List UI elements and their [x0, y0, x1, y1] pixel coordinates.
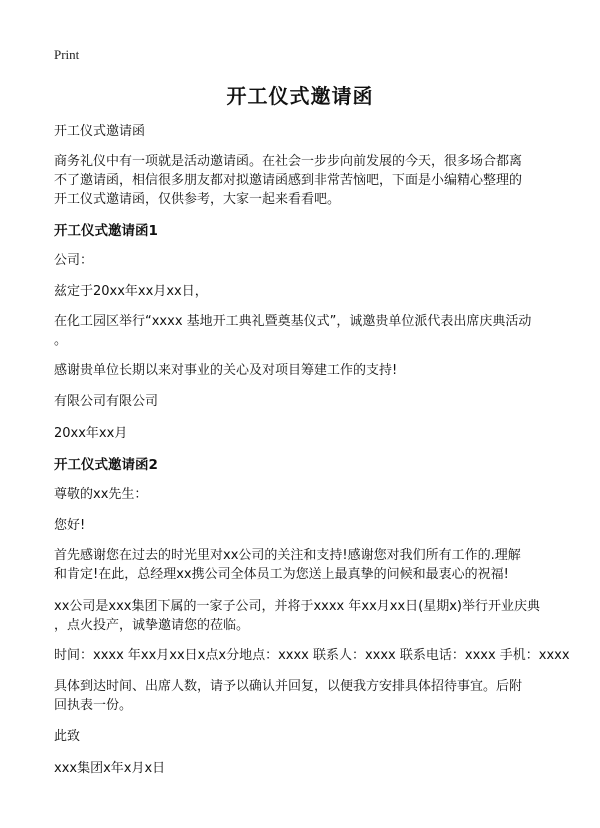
letter1-date-line: 兹定于20xx年xx月xx日，	[54, 284, 208, 299]
letter2-salutation: 尊敬的xx先生：	[54, 487, 148, 502]
intro-paragraph	[54, 152, 554, 209]
letter1-body	[54, 312, 554, 350]
letter2-para3	[54, 677, 554, 715]
letter2-para2-line: xx公司是xxx集团下属的一家子公司，并将于xxxx 年xx月xx日(星期x)举行开业庆典	[54, 599, 540, 614]
letter2-details: 时间：xxxx 年xx月xx日x点x分地点：xxxx 联系人：xxxx 联系电话：xxxx 手机：xxxx	[54, 648, 570, 663]
subtitle: 开工仪式邀请函	[54, 124, 146, 139]
letter2-heading: 开工仪式邀请函2	[54, 457, 158, 473]
letter2-para3-line: 回执表一份。	[54, 698, 133, 713]
letter1-body-line: 在化工园区举行“xxxx 基地开工典礼暨奠基仪式”，诚邀贵单位派代表出席庆典活动	[54, 314, 532, 329]
letter1-body-line: 。	[54, 333, 68, 348]
print-link[interactable]: Print	[54, 47, 80, 62]
letter1-thanks: 感谢贵单位长期以来对事业的关心及对项目筹建工作的支持!	[54, 363, 398, 378]
letter2-sign: xxx集团x年x月x日	[54, 761, 166, 776]
intro-line: 不了邀请函，相信很多朋友都对拟邀请函感到非常苦恼吧，下面是小编精心整理的	[54, 173, 523, 188]
intro-line: 开工仪式邀请函，仅供参考，大家一起来看看吧。	[54, 192, 341, 207]
letter1-heading: 开工仪式邀请函1	[54, 223, 158, 239]
letter2-para1-line: 首先感谢您在过去的时光里对xx公司的关注和支持!感谢您对我们所有工作的.理解	[54, 548, 521, 563]
letter2-para2-line: ，点火投产，诚挚邀请您的莅临。	[54, 618, 250, 633]
letter1-greeting: 公司：	[54, 253, 94, 268]
intro-line: 商务礼仪中有一项就是活动邀请函。在社会一步步向前发展的今天，很多场合都离	[54, 154, 523, 169]
letter2-closing: 此致	[54, 729, 81, 744]
letter2-para1	[54, 546, 554, 584]
letter2-para2	[54, 597, 554, 635]
letter2-para1-line: 和肯定!在此，总经理xx携公司全体员工为您送上最真挚的问候和最衷心的祝福!	[54, 567, 509, 582]
page-title: 开工仪式邀请函	[226, 84, 374, 108]
letter2-para3-line: 具体到达时间、出席人数，请予以确认并回复，以便我方安排具体招待事宜。后附	[54, 679, 523, 694]
letter1-sign-date: 20xx年xx月	[54, 426, 128, 441]
letter1-signature: 有限公司有限公司	[54, 394, 159, 409]
letter2-hello: 您好!	[54, 518, 86, 533]
